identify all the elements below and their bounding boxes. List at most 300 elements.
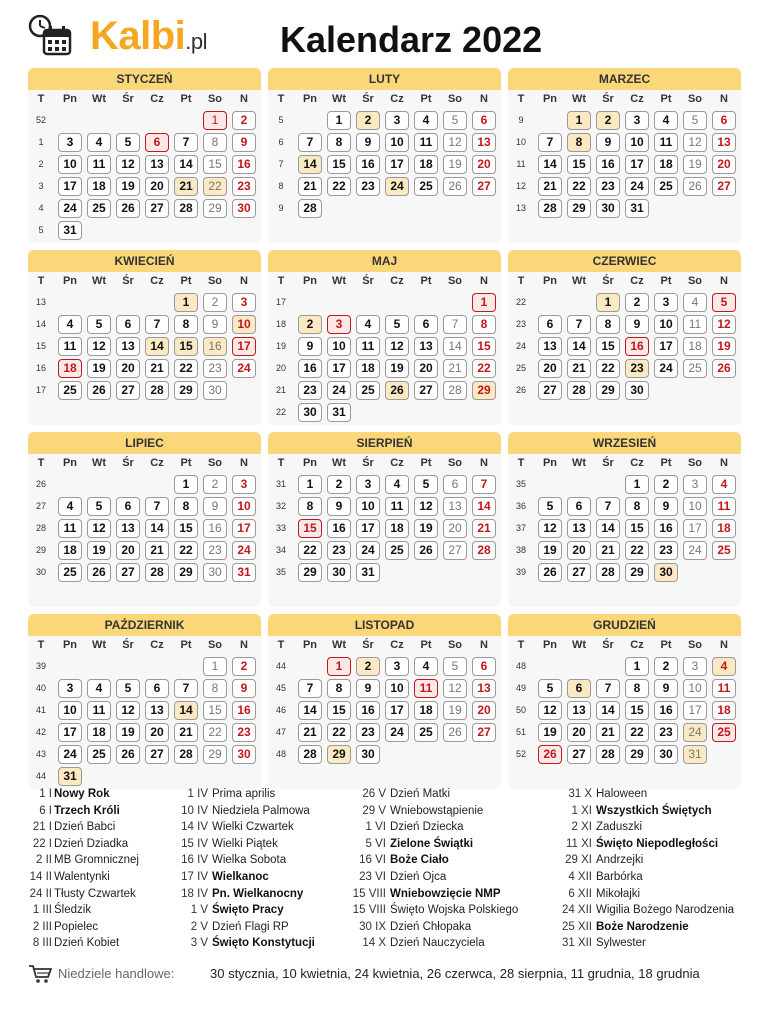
legend-name: Święto Konstytucji [212,937,315,950]
weekday-label: Pn [302,457,318,469]
weekday-label: So [687,93,703,105]
day-cell: 1 [174,293,198,312]
day-cell: 30 [596,199,620,218]
week-row [508,314,741,336]
week-number: 24 [515,341,526,351]
week-row [508,656,741,678]
weekday-label: Pn [542,457,558,469]
day-cell: 20 [712,155,736,174]
day-cell: 20 [116,541,140,560]
day-cell: 27 [538,381,562,400]
day-cell: 18 [712,519,736,538]
legend-date: 14 X [362,937,386,950]
day-cell: 29 [174,381,198,400]
legend-name: Pn. Wielkanocny [212,887,304,900]
legend-name: Wniebowstąpienie [390,804,484,817]
legend-name: Śledzik [54,904,92,917]
weekday-label: T [517,639,525,651]
weekday-label: Pt [660,275,672,287]
day-cell: 22 [327,723,351,742]
weekday-label: N [720,275,728,287]
day-cell: 23 [654,541,678,560]
day-cell: 28 [145,381,169,400]
week-row [268,154,501,176]
day-cell: 28 [596,745,620,764]
legend-name: Wszystkich Świętych [596,804,712,817]
day-cell: 6 [145,133,169,152]
weekday-label: Cz [150,275,164,287]
day-cell: 18 [385,519,409,538]
weekday-label: Wt [91,93,107,105]
day-cell: 22 [596,359,620,378]
day-cell: 12 [87,519,111,538]
day-cell: 2 [356,657,380,676]
day-cell: 23 [203,359,227,378]
day-cell: 19 [116,723,140,742]
legend-name: Dzień Chłopaka [390,920,472,933]
day-cell: 14 [298,701,322,720]
month-6 [508,250,741,425]
weekday-label: Pn [62,275,78,287]
day-cell: 13 [145,701,169,720]
day-cell: 7 [298,679,322,698]
day-cell: 5 [87,315,111,334]
week-number: 18 [275,319,286,329]
week-number: 50 [515,705,526,715]
day-cell: 28 [174,745,198,764]
day-cell: 9 [356,133,380,152]
day-cell: 8 [596,315,620,334]
day-cell: 22 [625,541,649,560]
day-cell: 27 [567,563,591,582]
weekday-label: Śr [602,639,614,651]
weekday-label: Pt [420,639,432,651]
weekday-header [28,454,261,474]
weekday-label: Wt [331,93,347,105]
week-row [28,562,261,584]
day-cell: 1 [174,475,198,494]
day-cell: 10 [625,133,649,152]
legend-name: Dzień Nauczyciela [390,937,485,950]
day-cell: 7 [443,315,467,334]
legend-item [0,852,768,869]
day-cell: 6 [712,111,736,130]
day-cell: 10 [58,701,82,720]
day-cell: 3 [683,475,707,494]
weekday-label: Pn [542,275,558,287]
week-number: 17 [275,297,286,307]
weekday-label: Cz [630,457,644,469]
day-cell: 19 [385,359,409,378]
day-cell: 25 [58,563,82,582]
day-cell: 2 [232,657,256,676]
day-cell: 23 [298,381,322,400]
legend-name: Wigilia Bożego Narodzenia [596,904,735,917]
day-cell: 14 [567,337,591,356]
day-cell: 7 [145,497,169,516]
week-number: 19 [275,341,286,351]
legend-date: 15 VIII [352,904,386,917]
day-cell: 10 [232,315,256,334]
calendar-clock-icon [26,12,74,60]
week-number: 26 [515,385,526,395]
day-cell: 28 [596,563,620,582]
legend-name: Prima aprilis [212,788,276,800]
day-cell: 10 [385,679,409,698]
day-cell: 13 [567,701,591,720]
week-number: 34 [275,545,286,555]
day-cell: 24 [683,723,707,742]
week-number: 13 [515,203,526,213]
day-cell: 17 [58,177,82,196]
week-number: 1 [38,137,44,147]
day-cell: 25 [712,541,736,560]
day-cell: 24 [385,723,409,742]
legend-name: Dzień Dziecka [390,821,464,834]
week-number: 14 [35,319,46,329]
month-title: WRZESIEŃ [508,432,741,454]
week-number: 37 [515,523,526,533]
week-row [28,766,261,788]
day-cell: 15 [174,519,198,538]
day-cell: 8 [472,315,496,334]
weekday-label: So [687,639,703,651]
week-number: 31 [275,479,286,489]
day-cell: 16 [356,155,380,174]
day-cell: 12 [116,701,140,720]
week-number: 43 [35,749,46,759]
week-number: 47 [275,727,286,737]
logo-main: Kalbi [90,14,186,58]
legend-name: Święto Wojska Polskiego [390,904,519,917]
day-cell: 6 [116,497,140,516]
day-cell: 15 [625,701,649,720]
week-row [268,562,501,584]
weekday-label: Pt [420,93,432,105]
day-cell: 27 [567,745,591,764]
week-number: 3 [38,181,44,191]
day-cell: 19 [538,541,562,560]
weekday-label: N [720,457,728,469]
weekday-label: Wt [91,639,107,651]
day-cell: 10 [327,337,351,356]
week-row [268,358,501,380]
week-row [268,402,501,424]
day-cell: 26 [414,541,438,560]
weekday-label: T [277,457,285,469]
day-cell: 16 [654,701,678,720]
day-cell: 29 [567,199,591,218]
legend-name: Święto Niepodległości [596,837,719,850]
day-cell: 2 [232,111,256,130]
day-cell: 26 [385,381,409,400]
week-row [268,722,501,744]
day-cell: 5 [116,133,140,152]
day-cell: 11 [87,701,111,720]
day-cell: 30 [203,563,227,582]
day-cell: 12 [683,133,707,152]
day-cell: 10 [385,133,409,152]
week-number: 4 [38,203,44,213]
week-row [268,474,501,496]
week-row [508,292,741,314]
day-cell: 4 [87,679,111,698]
week-number: 52 [515,749,526,759]
day-cell: 9 [232,679,256,698]
legend-name: Wielka Sobota [212,854,287,867]
week-number: 32 [275,501,286,511]
day-cell: 15 [203,155,227,174]
weekday-label: Pt [660,457,672,469]
weekday-label: N [720,639,728,651]
day-cell: 11 [58,337,82,356]
day-cell: 15 [327,155,351,174]
week-row [268,314,501,336]
day-cell: 13 [712,133,736,152]
week-number: 44 [275,661,286,671]
weekday-header [268,90,501,110]
day-cell: 8 [327,679,351,698]
legend-date: 1 I [39,788,52,800]
day-cell: 21 [596,723,620,742]
week-row [268,678,501,700]
day-cell: 30 [356,745,380,764]
day-cell: 24 [683,541,707,560]
day-cell: 28 [538,199,562,218]
week-row [268,744,501,766]
day-cell: 24 [385,177,409,196]
day-cell: 12 [385,337,409,356]
day-cell: 17 [385,155,409,174]
day-cell: 3 [654,293,678,312]
day-cell: 3 [232,293,256,312]
day-cell: 15 [298,519,322,538]
weekday-label: Śr [122,639,134,651]
weekday-label: Pt [660,639,672,651]
week-number: 5 [278,115,284,125]
weekday-header [28,636,261,656]
day-cell: 12 [443,679,467,698]
legend-date: 21 I [32,821,52,834]
day-cell: 22 [567,177,591,196]
day-cell: 29 [327,745,351,764]
legend-name: Trzech Króli [54,804,120,817]
week-number: 17 [35,385,46,395]
week-row [28,722,261,744]
weekday-label: Cz [390,639,404,651]
day-cell: 7 [538,133,562,152]
week-number: 26 [35,479,46,489]
legend-date: 4 XII [568,870,592,883]
day-cell: 14 [596,519,620,538]
day-cell: 1 [472,293,496,312]
day-cell: 27 [116,563,140,582]
day-cell: 16 [356,701,380,720]
month-8 [268,432,501,607]
week-number: 7 [278,159,284,169]
day-cell: 5 [385,315,409,334]
day-cell: 22 [174,541,198,560]
legend-name: Barbórka [596,870,643,883]
week-number: 22 [275,407,286,417]
weekday-label: N [240,93,248,105]
weekday-label: T [277,275,285,287]
day-cell: 29 [472,381,496,400]
day-cell: 3 [58,133,82,152]
week-row [268,176,501,198]
day-cell: 13 [116,337,140,356]
day-cell: 8 [174,497,198,516]
legend-date: 24 II [29,887,52,900]
month-title: LUTY [268,68,501,90]
day-cell: 29 [203,199,227,218]
day-cell: 19 [712,337,736,356]
weekday-label: Pt [180,457,192,469]
day-cell: 6 [472,111,496,130]
day-cell: 31 [58,767,82,786]
week-row [268,380,501,402]
day-cell: 30 [232,745,256,764]
weekday-header [508,454,741,474]
weekday-label: Śr [602,457,614,469]
legend-date: 2 V [190,920,208,933]
weekday-label: Pn [302,93,318,105]
week-row [508,198,741,220]
weekday-label: Pn [542,93,558,105]
month-title: SIERPIEŃ [268,432,501,454]
legend-date: 29 XI [565,854,592,867]
day-cell: 11 [414,679,438,698]
day-cell: 18 [712,701,736,720]
day-cell: 26 [443,177,467,196]
day-cell: 23 [203,541,227,560]
day-cell: 25 [87,745,111,764]
weekday-label: Wt [571,275,587,287]
week-row [28,176,261,198]
day-cell: 21 [145,359,169,378]
legend-name: Dzień Ojca [390,870,447,883]
week-row [508,540,741,562]
day-cell: 24 [327,381,351,400]
weekday-label: Cz [150,457,164,469]
weekday-label: Śr [122,275,134,287]
weekday-label: T [517,93,525,105]
day-cell: 20 [567,723,591,742]
day-cell: 9 [203,315,227,334]
day-cell: 10 [683,497,707,516]
day-cell: 9 [232,133,256,152]
day-cell: 16 [203,337,227,356]
legend-name: Haloween [596,788,648,800]
day-cell: 3 [625,111,649,130]
day-cell: 11 [712,679,736,698]
day-cell: 22 [174,359,198,378]
day-cell: 16 [232,155,256,174]
day-cell: 30 [654,563,678,582]
legend-name: Niedziela Palmowa [212,804,310,817]
day-cell: 15 [596,337,620,356]
legend-name: Wielki Piątek [212,837,278,850]
day-cell: 11 [87,155,111,174]
day-cell: 1 [596,293,620,312]
day-cell: 31 [232,563,256,582]
day-cell: 29 [625,745,649,764]
day-cell: 12 [712,315,736,334]
legend-date: 6 I [39,804,52,817]
day-cell: 18 [58,541,82,560]
day-cell: 20 [567,541,591,560]
week-number: 15 [35,341,46,351]
day-cell: 13 [414,337,438,356]
day-cell: 7 [596,679,620,698]
day-cell: 15 [472,337,496,356]
day-cell: 23 [625,359,649,378]
legend-date: 1 XI [571,804,592,817]
day-cell: 1 [625,657,649,676]
day-cell: 15 [567,155,591,174]
week-number: 20 [275,363,286,373]
day-cell: 9 [298,337,322,356]
week-row [28,358,261,380]
day-cell: 19 [87,359,111,378]
legend-date: 23 VI [359,870,386,883]
legend-date: 31 X [568,788,592,800]
day-cell: 12 [443,133,467,152]
day-cell: 17 [683,519,707,538]
week-row [508,110,741,132]
day-cell: 19 [443,155,467,174]
day-cell: 27 [472,177,496,196]
day-cell: 5 [538,679,562,698]
day-cell: 8 [203,133,227,152]
legend-item [0,819,768,836]
legend-date: 1 V [190,904,208,917]
day-cell: 23 [232,723,256,742]
legend-name: Dzień Babci [54,821,116,834]
week-number: 21 [275,385,286,395]
day-cell: 25 [683,359,707,378]
week-row [28,540,261,562]
legend-date: 1 VI [365,821,386,834]
month-title: MARZEC [508,68,741,90]
weekday-label: So [447,457,463,469]
day-cell: 2 [203,475,227,494]
week-number: 8 [278,181,284,191]
weekday-label: Cz [630,275,644,287]
legend-date: 16 IV [181,854,208,867]
day-cell: 28 [298,199,322,218]
legend-item [0,902,768,919]
week-number: 48 [275,749,286,759]
day-cell: 2 [596,111,620,130]
day-cell: 30 [327,563,351,582]
day-cell: 26 [683,177,707,196]
month-title: KWIECIEŃ [28,250,261,272]
weekday-label: T [517,275,525,287]
day-cell: 19 [443,701,467,720]
day-cell: 12 [414,497,438,516]
day-cell: 17 [327,359,351,378]
day-cell: 25 [712,723,736,742]
day-cell: 19 [683,155,707,174]
day-cell: 27 [145,199,169,218]
day-cell: 9 [356,679,380,698]
shopping-cart-icon [28,964,52,984]
day-cell: 15 [174,337,198,356]
day-cell: 2 [625,293,649,312]
day-cell: 10 [654,315,678,334]
week-row [268,292,501,314]
